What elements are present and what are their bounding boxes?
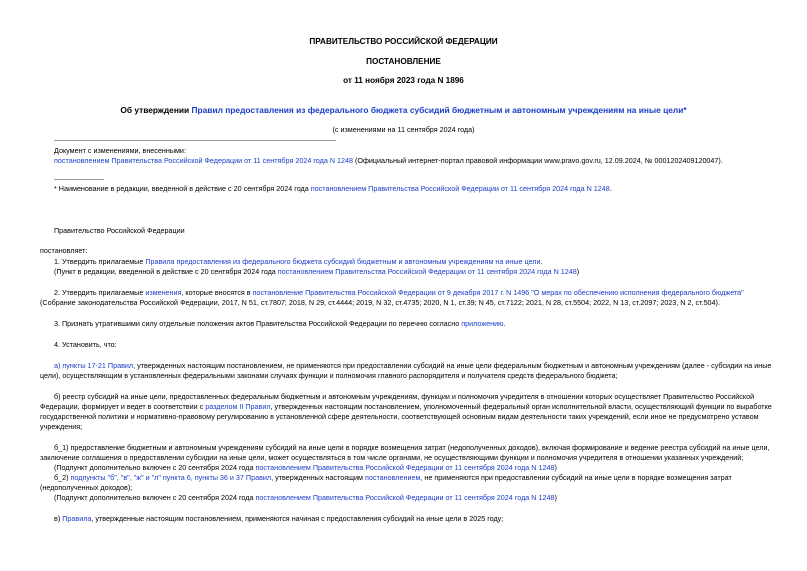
footnote-end: . <box>609 184 612 193</box>
amendments-link[interactable]: постановлением Правительства Российской Федерации от 11 сентября 2024 года N 1248 <box>54 156 354 165</box>
p1-note-end: ) <box>576 267 580 276</box>
subparagraph-b2-line-2: (недополученных доходов); <box>40 483 133 492</box>
pa-rules-link[interactable]: а) пункты 17-21 Правил <box>54 361 134 370</box>
paragraph-2 <box>54 288 744 297</box>
document-title-link[interactable]: Правил предоставления из федерального бюджета субсидий бюджетным и автономным учреждениям на иные цели* <box>191 105 687 115</box>
document-title-prefix: Об утверждении <box>120 105 192 115</box>
pb-section-link[interactable]: разделом II Правил <box>205 402 271 411</box>
subparagraph-b1-note <box>54 463 557 472</box>
pb2-note: (Подпункт дополнительно включен с 20 сентября 2024 года <box>54 493 256 502</box>
pa-text: , утвержденных настоящим постановлением, не применяются при предоставлении субсидий на иные цели федеральным бюджетным и автономным учреждениям (далее - субсидии на иные <box>133 361 772 370</box>
pb2-note-link[interactable]: постановлением Правительства Российской Федерации от 11 сентября 2024 года N 1248 <box>255 493 555 502</box>
p2-changes-link[interactable]: изменения <box>145 288 182 297</box>
subparagraph-v <box>54 514 503 523</box>
amendments-tail: (Официальный интернет-портал правовой информации www.pravo.gov.ru, 12.09.2024, № 0001202409120047). <box>353 156 723 165</box>
pv-a: в) <box>54 514 63 523</box>
paragraph-1-note <box>54 267 579 276</box>
pb1-note-end: ) <box>554 463 557 472</box>
subparagraph-a <box>54 361 771 370</box>
document-title <box>0 105 807 115</box>
edition-note: (с изменениями на 11 сентября 2024 года) <box>332 125 475 134</box>
p3-appendix-link[interactable]: приложению <box>461 319 504 328</box>
subparagraph-b-line-4: учреждения; <box>40 422 83 431</box>
paragraph-4: 4. Установить, что: <box>54 340 117 349</box>
pb2-subpoints-link[interactable]: подпункты "б", "в", "ж" и "л" пункта 6, пункты 36 и 37 Правил <box>70 473 272 482</box>
pb1-note: (Подпункт дополнительно включен с 20 сентября 2024 года <box>54 463 256 472</box>
subparagraph-b2 <box>54 473 732 482</box>
document-type: ПОСТАНОВЛЕНИЕ <box>366 57 441 66</box>
p2-b: , которые вносятся в <box>181 288 253 297</box>
pb2-c: , не применяются при предоставлении субсидий на иные цели в порядке возмещения затрат <box>420 473 732 482</box>
p3-end: . <box>503 319 506 328</box>
pb-l2a: Федерации, формирует и ведет в соответствии с <box>40 402 206 411</box>
subparagraph-a-line-2: цели), осуществляющим в установленных федеральными законами случаях функции и полномочия главного распорядителя и получателя средств федерального бюджета; <box>40 371 618 380</box>
p1-text: 1. Утвердить прилагаемые <box>54 257 146 266</box>
pb2-a: б_2) <box>54 473 71 482</box>
footnote-text: * Наименование в редакции, введенной в действие с 20 сентября 2024 года <box>54 184 311 193</box>
footnote-divider <box>54 179 104 180</box>
p1-rules-link[interactable]: Правила предоставления из федерального бюджета субсидий бюджетным и автономным учреждениям на иные цели <box>145 257 541 266</box>
amendments-divider <box>54 140 336 141</box>
amendments-source <box>54 156 723 165</box>
pb2-b: , утвержденных настоящим <box>271 473 365 482</box>
amendments-label: Документ с изменениями, внесенными: <box>54 146 186 155</box>
decrees: постановляет: <box>40 246 88 255</box>
footnote-link[interactable]: постановлением Правительства Российской Федерации от 11 сентября 2024 года N 1248 <box>310 184 610 193</box>
pb2-decree-link[interactable]: постановлением <box>364 473 421 482</box>
p1-note: (Пункт в редакции, введенной в действие с 20 сентября 2024 года <box>54 267 278 276</box>
pv-text: , утвержденные настоящим постановлением, применяются начиная с предоставления субсидий на иные цели в 2025 году; <box>91 514 504 523</box>
paragraph-1 <box>54 257 543 266</box>
footnote <box>54 184 612 193</box>
pb2-note-end: ) <box>554 493 557 502</box>
subparagraph-b-line-2 <box>40 402 772 411</box>
subparagraph-b-line-3: государственной политики и нормативно-правовому регулированию в установленной сфере деятельности, соответствующей основным видам деятельности таких учреждений, если иное не предусмотрено уставом <box>40 412 759 421</box>
p1-end: . <box>540 257 543 266</box>
document-date-number: от 11 ноября 2023 года N 1896 <box>343 76 464 85</box>
paragraph-2-line-2: (Собрание законодательства Российской Федерации, 2017, N 51, ст.7807; 2018, N 29, ст.4444; 2019, N 32, ст.4735; 2020, N 1, ст.39; N 45, ст.7122; 2021, N 28, ст.5504; 2022, N 13, ст.2097; 2023, N 2, ст.504). <box>40 298 720 307</box>
subparagraph-b1-line-1: б_1) предоставление бюджетным и автономным учреждениям субсидий на иные цели в порядке возмещения затрат (недополученных доходов), включая формирование и ведение реестра субсидий на иные цели, <box>54 443 770 452</box>
pb1-note-link[interactable]: постановлением Правительства Российской Федерации от 11 сентября 2024 года N 1248 <box>255 463 555 472</box>
p2-decree-link[interactable]: постановление Правительства Российской Федерации от 9 декабря 2017 г. N 1496 "О мерах по обеспечению исполнения федерального бюджета" <box>252 288 744 297</box>
p2-a: 2. Утвердить прилагаемые <box>54 288 146 297</box>
paragraph-3 <box>54 319 506 328</box>
pv-rules-link[interactable]: Правила <box>62 514 92 523</box>
pb-l2b: , утвержденных настоящим постановлением, уполномоченный федеральный орган исполнительной власти, осуществляющий функции по выработке <box>270 402 772 411</box>
government-heading: ПРАВИТЕЛЬСТВО РОССИЙСКОЙ ФЕДЕРАЦИИ <box>309 37 498 46</box>
subparagraph-b1-line-2: заключение соглашения о предоставлении субсидии на иные цели, может осуществляться в том числе органами, не осуществляющими функции и полномочия учредителя в отношении указанных учреждений; <box>40 453 744 462</box>
subparagraph-b2-note <box>54 493 557 502</box>
author: Правительство Российской Федерации <box>54 226 185 235</box>
subparagraph-b-line-1: б) реестр субсидий на иные цели, предоставленных федеральным бюджетным и автономным учреждениям, функции и полномочия учредителя в отношении которых осуществляет Правительство Российской <box>54 392 755 401</box>
p1-note-link[interactable]: постановлением Правительства Российской Федерации от 11 сентября 2024 года N 1248 <box>277 267 577 276</box>
p3-text: 3. Признать утратившими силу отдельные положения актов Правительства Российской Федерации по перечню согласно <box>54 319 462 328</box>
